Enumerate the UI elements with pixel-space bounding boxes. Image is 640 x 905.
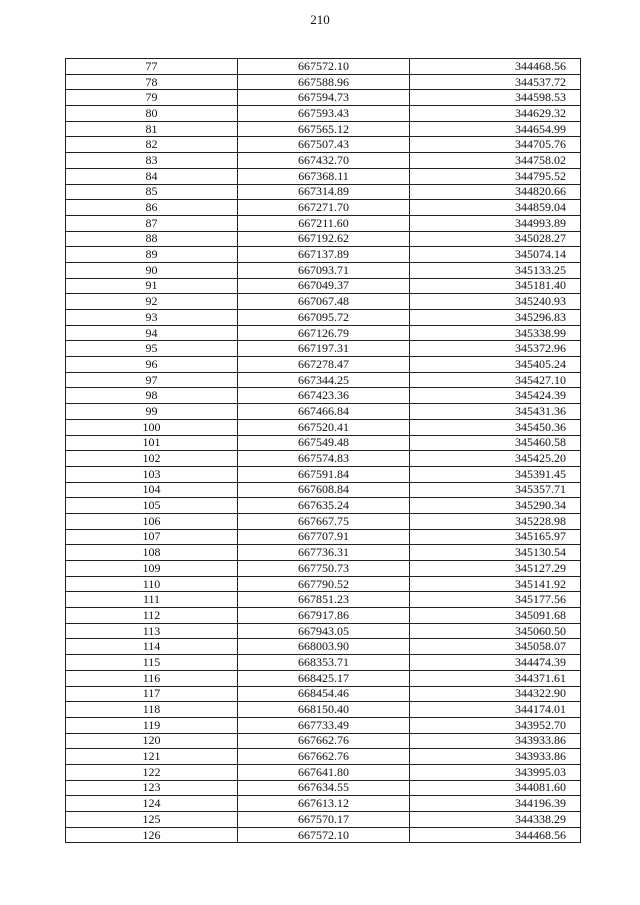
table-row [66,247,581,263]
x-coordinate-cell: 667565.12 [238,121,410,137]
point-number-cell: 114 [66,639,238,655]
x-coordinate-cell: 667466.84 [238,404,410,420]
x-coordinate-cell: 667572.10 [238,827,410,843]
y-coordinate-cell: 345091.68 [410,608,581,624]
y-coordinate-cell: 345372.96 [410,341,581,357]
y-coordinate-cell: 345425.20 [410,451,581,467]
y-coordinate-cell: 345228.98 [410,513,581,529]
point-number-cell: 121 [66,749,238,765]
x-coordinate-cell: 667591.84 [238,466,410,482]
x-coordinate-cell: 667344.25 [238,372,410,388]
y-coordinate-cell: 345181.40 [410,278,581,294]
table-row [66,184,581,200]
y-coordinate-cell: 345074.14 [410,247,581,263]
x-coordinate-cell: 667736.31 [238,545,410,561]
y-coordinate-cell: 345450.36 [410,419,581,435]
point-number-cell: 107 [66,529,238,545]
point-number-cell: 103 [66,466,238,482]
x-coordinate-cell: 668150.40 [238,702,410,718]
point-number-cell: 87 [66,215,238,231]
table-row [66,764,581,780]
point-number-cell: 118 [66,702,238,718]
x-coordinate-cell: 667067.48 [238,294,410,310]
y-coordinate-cell: 344820.66 [410,184,581,200]
point-number-cell: 92 [66,294,238,310]
x-coordinate-cell: 667572.10 [238,59,410,75]
table-row [66,513,581,529]
y-coordinate-cell: 344474.39 [410,655,581,671]
y-coordinate-cell: 345240.93 [410,294,581,310]
y-coordinate-cell: 345357.71 [410,482,581,498]
table-row [66,498,581,514]
table-row [66,168,581,184]
point-number-cell: 99 [66,404,238,420]
x-coordinate-cell: 667049.37 [238,278,410,294]
point-number-cell: 120 [66,733,238,749]
x-coordinate-cell: 667667.75 [238,513,410,529]
x-coordinate-cell: 667137.89 [238,247,410,263]
table-row [66,749,581,765]
y-coordinate-cell: 344322.90 [410,686,581,702]
point-number-cell: 112 [66,608,238,624]
point-number-cell: 97 [66,372,238,388]
table-row [66,623,581,639]
x-coordinate-cell: 667574.83 [238,451,410,467]
y-coordinate-cell: 345460.58 [410,435,581,451]
x-coordinate-cell: 667593.43 [238,106,410,122]
x-coordinate-cell: 667192.62 [238,231,410,247]
y-coordinate-cell: 345060.50 [410,623,581,639]
x-coordinate-cell: 667507.43 [238,137,410,153]
point-number-cell: 102 [66,451,238,467]
x-coordinate-cell: 667608.84 [238,482,410,498]
table-row [66,670,581,686]
x-coordinate-cell: 667943.05 [238,623,410,639]
y-coordinate-cell: 345431.36 [410,404,581,420]
x-coordinate-cell: 667790.52 [238,576,410,592]
table-row [66,153,581,169]
table-row [66,419,581,435]
x-coordinate-cell: 667662.76 [238,749,410,765]
point-number-cell: 110 [66,576,238,592]
y-coordinate-cell: 343952.70 [410,717,581,733]
x-coordinate-cell: 667314.89 [238,184,410,200]
point-number-cell: 117 [66,686,238,702]
x-coordinate-cell: 667271.70 [238,200,410,216]
x-coordinate-cell: 667634.55 [238,780,410,796]
point-number-cell: 125 [66,812,238,828]
x-coordinate-cell: 667635.24 [238,498,410,514]
point-number-cell: 96 [66,357,238,373]
x-coordinate-cell: 667423.36 [238,388,410,404]
y-coordinate-cell: 344705.76 [410,137,581,153]
point-number-cell: 113 [66,623,238,639]
point-number-cell: 83 [66,153,238,169]
table-row [66,90,581,106]
table-row [66,717,581,733]
y-coordinate-cell: 343995.03 [410,764,581,780]
point-number-cell: 80 [66,106,238,122]
y-coordinate-cell: 344758.02 [410,153,581,169]
table-row [66,137,581,153]
table-row [66,639,581,655]
y-coordinate-cell: 345133.25 [410,262,581,278]
x-coordinate-cell: 667126.79 [238,325,410,341]
x-coordinate-cell: 667197.31 [238,341,410,357]
y-coordinate-cell: 345165.97 [410,529,581,545]
table-row [66,231,581,247]
x-coordinate-cell: 667750.73 [238,561,410,577]
x-coordinate-cell: 667278.47 [238,357,410,373]
x-coordinate-cell: 668003.90 [238,639,410,655]
x-coordinate-cell: 667733.49 [238,717,410,733]
table-row [66,545,581,561]
x-coordinate-cell: 667851.23 [238,592,410,608]
table-row [66,435,581,451]
table-row [66,608,581,624]
point-number-cell: 106 [66,513,238,529]
y-coordinate-cell: 344654.99 [410,121,581,137]
x-coordinate-cell: 667707.91 [238,529,410,545]
table-row [66,310,581,326]
point-number-cell: 98 [66,388,238,404]
point-number-cell: 116 [66,670,238,686]
table-row [66,200,581,216]
point-number-cell: 79 [66,90,238,106]
point-number-cell: 82 [66,137,238,153]
point-number-cell: 123 [66,780,238,796]
y-coordinate-cell: 344598.53 [410,90,581,106]
y-coordinate-cell: 344993.89 [410,215,581,231]
x-coordinate-cell: 667432.70 [238,153,410,169]
point-number-cell: 104 [66,482,238,498]
x-coordinate-cell: 667520.41 [238,419,410,435]
table-row [66,404,581,420]
point-number-cell: 85 [66,184,238,200]
table-row [66,576,581,592]
table-row [66,215,581,231]
table-row [66,482,581,498]
x-coordinate-cell: 667613.12 [238,796,410,812]
table-row [66,325,581,341]
x-coordinate-cell: 667095.72 [238,310,410,326]
table-row [66,372,581,388]
table-row [66,451,581,467]
table-row [66,796,581,812]
point-number-cell: 86 [66,200,238,216]
table-row [66,702,581,718]
table-row [66,388,581,404]
point-number-cell: 122 [66,764,238,780]
y-coordinate-cell: 344371.61 [410,670,581,686]
point-number-cell: 105 [66,498,238,514]
table-row [66,733,581,749]
x-coordinate-cell: 667570.17 [238,812,410,828]
table-row [66,780,581,796]
point-number-cell: 78 [66,74,238,90]
table-row [66,74,581,90]
x-coordinate-cell: 667549.48 [238,435,410,451]
x-coordinate-cell: 667588.96 [238,74,410,90]
x-coordinate-cell: 667594.73 [238,90,410,106]
point-number-cell: 93 [66,310,238,326]
point-number-cell: 89 [66,247,238,263]
y-coordinate-cell: 345058.07 [410,639,581,655]
table-row [66,812,581,828]
point-number-cell: 81 [66,121,238,137]
table-row [66,686,581,702]
table-row [66,529,581,545]
point-number-cell: 90 [66,262,238,278]
point-number-cell: 115 [66,655,238,671]
y-coordinate-cell: 344859.04 [410,200,581,216]
y-coordinate-cell: 345296.83 [410,310,581,326]
table-row [66,294,581,310]
y-coordinate-cell: 344338.29 [410,812,581,828]
y-coordinate-cell: 344081.60 [410,780,581,796]
y-coordinate-cell: 345141.92 [410,576,581,592]
point-number-cell: 101 [66,435,238,451]
x-coordinate-cell: 667211.60 [238,215,410,231]
coordinates-table [65,58,581,843]
point-number-cell: 119 [66,717,238,733]
point-number-cell: 108 [66,545,238,561]
y-coordinate-cell: 344196.39 [410,796,581,812]
y-coordinate-cell: 345338.99 [410,325,581,341]
y-coordinate-cell: 343933.86 [410,749,581,765]
x-coordinate-cell: 667641.80 [238,764,410,780]
y-coordinate-cell: 343933.86 [410,733,581,749]
y-coordinate-cell: 344795.52 [410,168,581,184]
table-row [66,121,581,137]
x-coordinate-cell: 667662.76 [238,733,410,749]
x-coordinate-cell: 667093.71 [238,262,410,278]
table-row [66,655,581,671]
y-coordinate-cell: 345424.39 [410,388,581,404]
table-row [66,466,581,482]
table-row [66,341,581,357]
y-coordinate-cell: 345391.45 [410,466,581,482]
table-row [66,106,581,122]
point-number-cell: 94 [66,325,238,341]
table-row [66,561,581,577]
table-row [66,278,581,294]
point-number-cell: 77 [66,59,238,75]
point-number-cell: 88 [66,231,238,247]
y-coordinate-cell: 345405.24 [410,357,581,373]
point-number-cell: 111 [66,592,238,608]
y-coordinate-cell: 344468.56 [410,59,581,75]
table-row [66,59,581,75]
x-coordinate-cell: 667917.86 [238,608,410,624]
y-coordinate-cell: 345177.56 [410,592,581,608]
y-coordinate-cell: 345427.10 [410,372,581,388]
x-coordinate-cell: 668353.71 [238,655,410,671]
table-row [66,827,581,843]
point-number-cell: 91 [66,278,238,294]
y-coordinate-cell: 344537.72 [410,74,581,90]
table-row [66,262,581,278]
point-number-cell: 126 [66,827,238,843]
y-coordinate-cell: 344174.01 [410,702,581,718]
x-coordinate-cell: 667368.11 [238,168,410,184]
point-number-cell: 100 [66,419,238,435]
point-number-cell: 95 [66,341,238,357]
point-number-cell: 84 [66,168,238,184]
y-coordinate-cell: 344468.56 [410,827,581,843]
table-row [66,592,581,608]
table-row [66,357,581,373]
y-coordinate-cell: 345290.34 [410,498,581,514]
y-coordinate-cell: 345127.29 [410,561,581,577]
x-coordinate-cell: 668454.46 [238,686,410,702]
coordinates-table-body [66,59,581,843]
y-coordinate-cell: 345028.27 [410,231,581,247]
y-coordinate-cell: 344629.32 [410,106,581,122]
x-coordinate-cell: 668425.17 [238,670,410,686]
point-number-cell: 124 [66,796,238,812]
y-coordinate-cell: 345130.54 [410,545,581,561]
point-number-cell: 109 [66,561,238,577]
page-number: 210 [310,12,330,27]
